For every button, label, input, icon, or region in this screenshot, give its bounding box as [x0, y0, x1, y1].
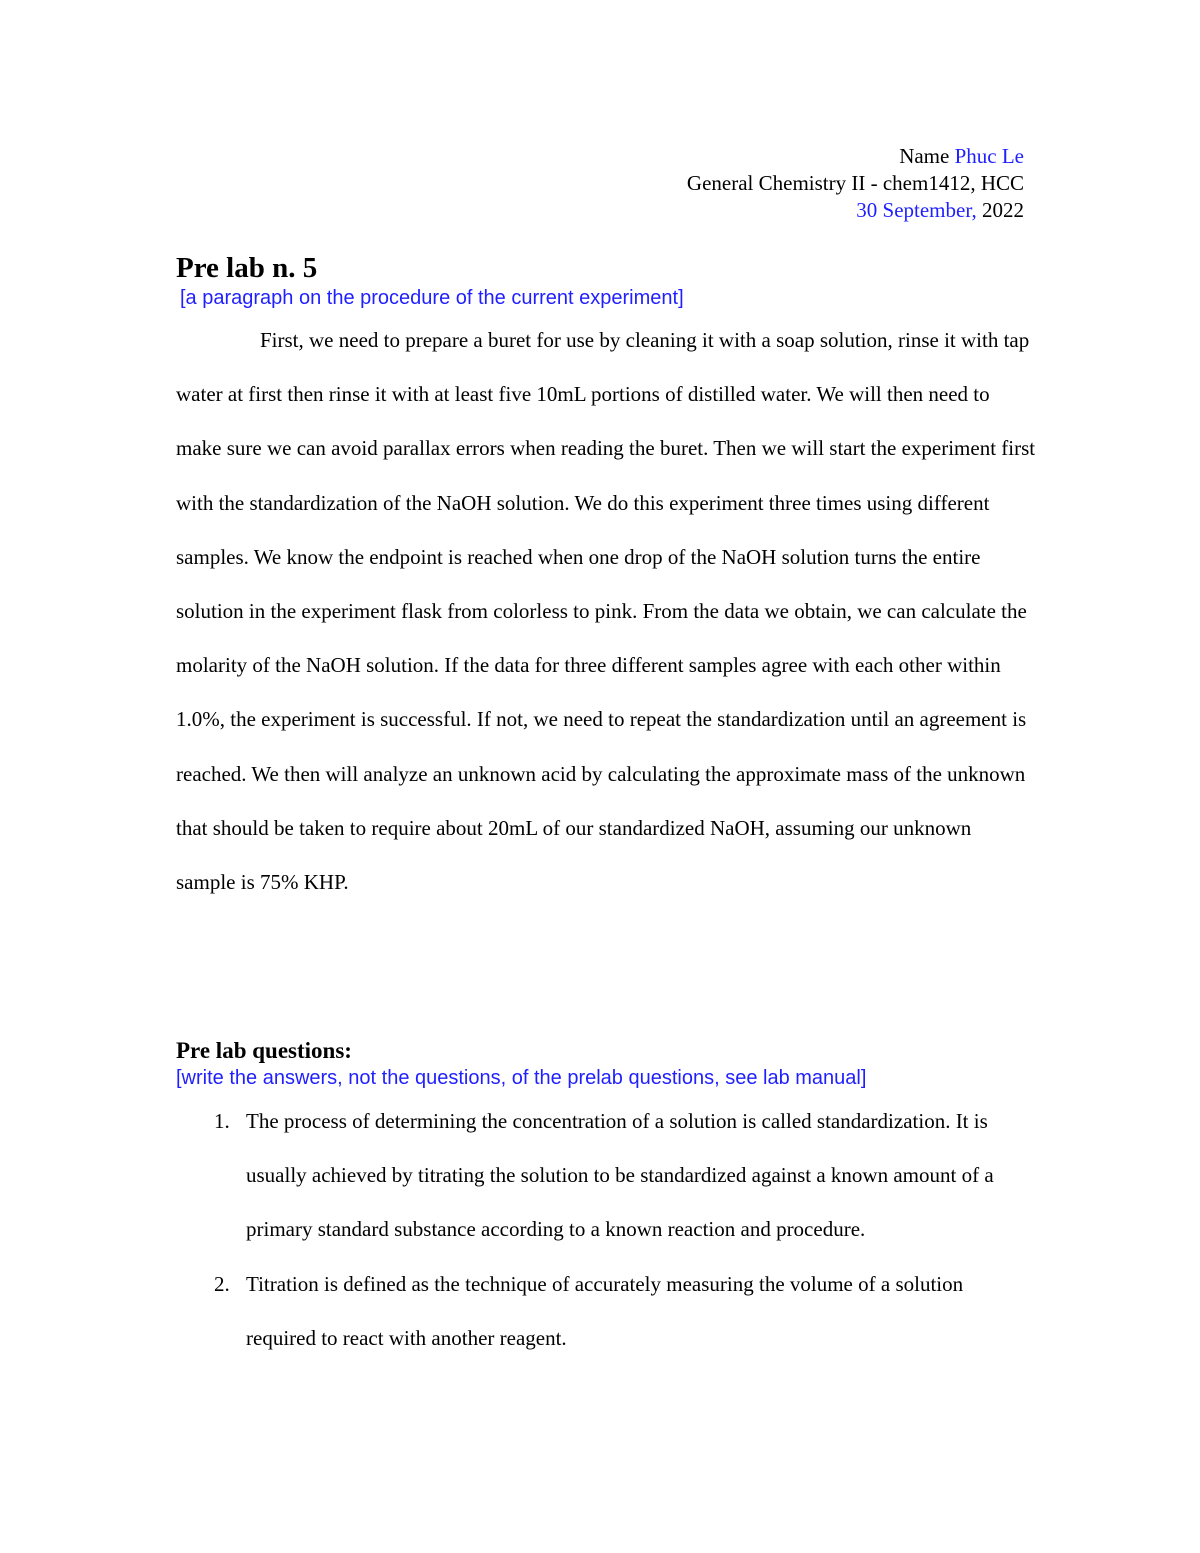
date-year: 2022: [982, 198, 1024, 222]
date-day-month: 30 September,: [856, 198, 977, 222]
list-item: [176, 1257, 1026, 1365]
answers-list: [176, 1094, 1026, 1365]
answer-number: 2.: [214, 1271, 230, 1296]
section-title-prelab: Pre lab n. 5: [176, 252, 318, 284]
list-item: [176, 1094, 1026, 1257]
questions-instruction: [write the answers, not the questions, of the prelab questions, see lab manual]: [176, 1067, 867, 1089]
answer-text: The process of determining the concentration of a solution is called standardization. It is usually achieved by titrating the solution to be standardized against a known amount of a primary standard substance according to a known reaction and procedure.: [246, 1109, 994, 1242]
course-line: General Chemistry II - chem1412, HCC: [686, 171, 1024, 195]
date-line: [687, 197, 1024, 224]
student-name: Phuc Le: [954, 144, 1024, 168]
name-label: Name: [899, 144, 950, 168]
answer-text: Titration is defined as the technique of accurately measuring the volume of a solution required to react with another reagent.: [246, 1271, 964, 1350]
procedure-paragraph: First, we need to prepare a buret for use by cleaning it with a soap solution, rinse it with tap water at first then rinse it with at least five 10mL portions of distilled water. We will then need to make sure we can avoid parallax errors when reading the buret. Then we will start the experiment first with the standardization of the NaOH solution. We do this experiment three times using different samples. We know the endpoint is reached when one drop of the NaOH solution turns the entire solution in the experiment flask from colorless to pink. From the data we obtain, we can calculate the molarity of the NaOH solution. If the data for three different samples agree with each other within 1.0%, the experiment is successful. If not, we need to repeat the standardization until an agreement is reached. We then will analyze an unknown acid by calculating the approximate mass of the unknown that should be taken to require about 20mL of our standardized NaOH, assuming our unknown sample is 75% KHP.: [176, 328, 1036, 895]
document-header: [687, 143, 1024, 224]
answer-number: 1.: [214, 1109, 230, 1133]
name-line: [687, 143, 1024, 170]
procedure-instruction: [a paragraph on the procedure of the current experiment]: [180, 287, 684, 309]
section-title-questions: Pre lab questions:: [176, 1038, 352, 1063]
